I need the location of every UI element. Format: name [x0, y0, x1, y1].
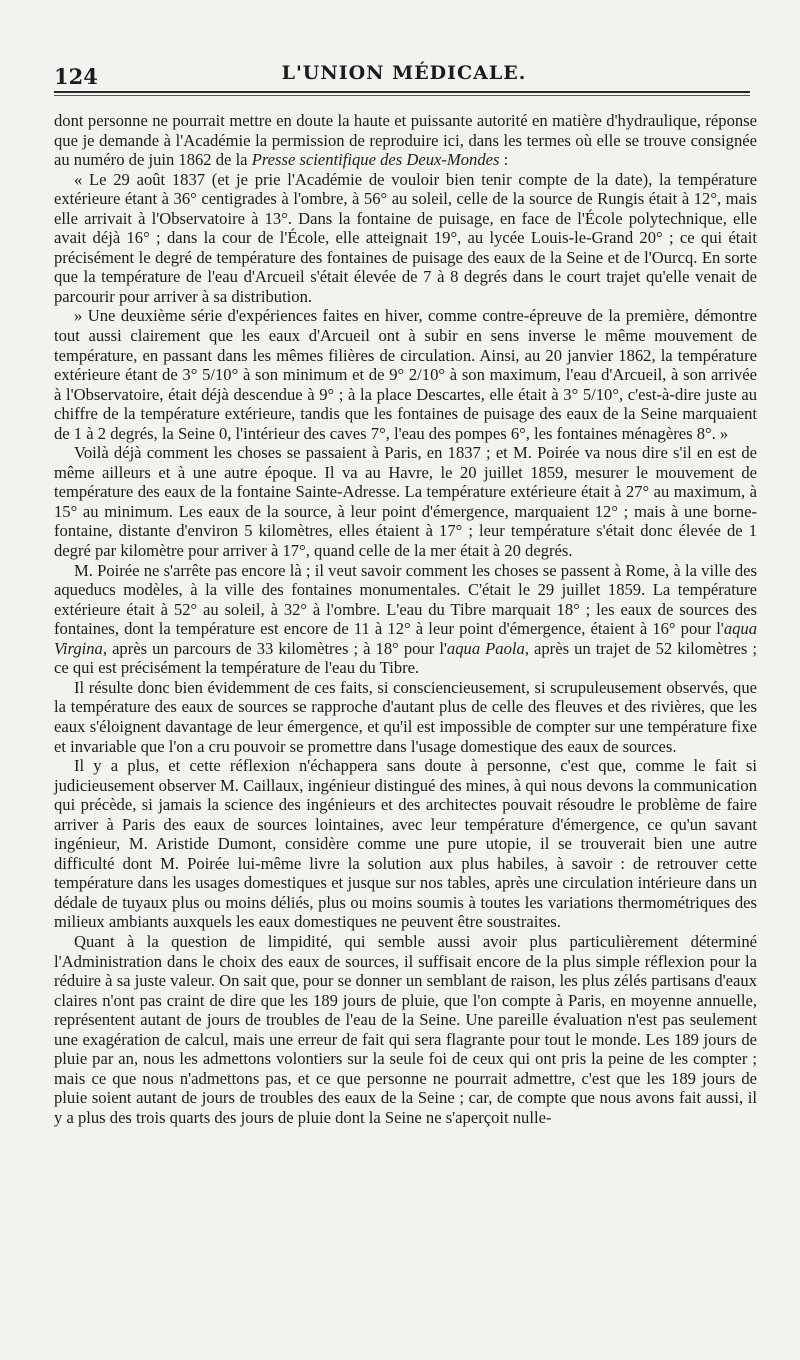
header-rule-thin — [54, 95, 750, 96]
page-number: 124 — [54, 64, 98, 89]
paragraph-2: « Le 29 août 1837 (et je prie l'Académie de vouloir bien tenir compte de la date), la température extérieure étant à 36° centigrades à l'ombre, à 56° au soleil, celle de la source de Rungis était à 12°, mais elle arrivait à l'Observatoire à 13°. Dans la fontaine de puisage, en face de l'École polytechnique, elle avait déjà 16° ; dans la cour de l'École, elle atteignait 19°, au lycée Louis-le-Grand 20° ; ce qui était précisément le degré de température des fontaines de puisage des eaux de la Seine et de l'Ourcq. En sorte que la température de l'eau d'Arcueil s'était élevée de 7 à 8 degrés dans le court trajet qu'elle venait de parcourir pour arriver à sa distribution. — [54, 169, 757, 306]
running-title: L'UNION MÉDICALE. — [281, 62, 527, 84]
article-body — [54, 111, 757, 1127]
paragraph-1: dont personne ne pourrait mettre en doute la haute et puissante autorité en matière d'hydraulique, réponse que je demande à l'Académie la permission de reproduire ici, dans les termes où elle se trouve consignée au numéro de juin 1862 de la Presse scientifique des Deux-Mondes : — [54, 111, 757, 170]
paragraph-3: » Une deuxième série d'expériences faites en hiver, comme contre-épreuve de la première, démontre tout aussi clairement que les eaux d'Arcueil ont à subir en sens inverse le même mouvement de température, en passant dans les mêmes filières de circulation. Ainsi, au 20 janvier 1862, la température extérieure étant de 3° 5/10° à son minimum et de 9° 2/10° à son maximum, l'eau d'Arcueil, à son arrivée à l'Observatoire, était déjà descendue à 9° ; à la place Descartes, elle était à 3° 5/10°, c'est-à-dire juste au chiffre de la température extérieure, tandis que les fontaines de puisage des eaux de la Seine marquaient de 1 à 2 degrés, la Seine 0, l'intérieur des caves 7°, l'eau des pompes 6°, les fontaines ménagères 8°. » — [54, 306, 757, 443]
page-header — [54, 58, 754, 88]
paragraph-6: Il résulte donc bien évidemment de ces faits, si consciencieusement, si scrupuleusement observés, que la température des eaux de sources se rapproche d'autant plus de celle des fleuves et des rivières, que les eaux s'éloignent davantage de leur émergence, et qu'il est impossible de compter sur une température fixe et invariable que l'on a cru pouvoir se promettre dans l'usage domestique des eaux de sources. — [54, 677, 757, 756]
paragraph-5: M. Poirée ne s'arrête pas encore là ; il veut savoir comment les choses se passent à Rome, à la ville des aqueducs modèles, à la ville des fontaines monumentales. C'était le 29 juillet 1859. La température extérieure était à 52° au soleil, à 32° à l'ombre. L'eau du Tibre marquait 18° ; les eaux de sources des fontaines, dont la température est encore de 11 à 12° à leur point d'émergence, étaient à 16° pour l'aqua Virgina, après un parcours de 33 kilomètres ; à 18° pour l'aqua Paola, après un trajet de 52 kilomètres ; ce qui est précisément la température de l'eau du Tibre. — [54, 560, 757, 678]
header-rule — [54, 91, 750, 93]
paragraph-7: Il y a plus, et cette réflexion n'échappera sans doute à personne, c'est que, comme le fait si judicieusement observer M. Caillaux, ingénieur distingué des mines, à qui nous devons la communication qui précède, si jamais la science des ingénieurs et des architectes pouvait résoudre le problème de faire arriver à Paris des eaux de sources lointaines, avec leur température d'émergence, ce qu'un savant ingénieur, M. Aristide Dumont, considère comme une pure utopie, il se trouverait bien une autre difficulté dont M. Poirée lui-même livre la solution aux plus habiles, à savoir : de retrouver cette température dans les usages domestiques et jusque sur nos tables, après une circulation intérieure dans un dédale de tuyaux plus ou moins déliés, plus ou moins soumis à toutes les variations thermométriques des milieux ambiants auxquels les eaux domestiques ne peuvent être soustraites. — [54, 756, 757, 932]
paragraph-4: Voilà déjà comment les choses se passaient à Paris, en 1837 ; et M. Poirée va nous dire s'il en est de même ailleurs et à une autre époque. Il va au Havre, le 20 juillet 1859, mesurer le mouvement de température des eaux de la fontaine Sainte-Adresse. La température extérieure était à 27° au maximum, à 15° au minimum. Les eaux de la source, à leur point d'émergence, marquaient 12° ; mais à une borne-fontaine, distante d'environ 5 kilomètres, elles étaient à 17° ; leur température s'était donc élevée de 1 degré par kilomètre pour arriver à 17°, quand celle de la mer était à 20 degrés. — [54, 443, 757, 561]
paragraph-8: Quant à la question de limpidité, qui semble aussi avoir plus particulièrement déterminé l'Administration dans le choix des eaux de sources, il suffisait encore de la plus simple réflexion pour la réduire à sa juste valeur. On sait que, pour se donner un semblant de raison, les plus zélés partisans d'eaux claires n'ont pas craint de dire que les 189 jours de pluie, que l'on compte à Paris, en moyenne annuelle, représentent autant de jours de troubles de l'eau de la Seine. Une pareille évaluation n'est pas seulement une exagération de calcul, mais une erreur de fait qui sera flagrante pour tout le monde. Les 189 jours de pluie par an, nous les admettons volontiers sur la seule foi de ceux qui ont pris la peine de les compter ; mais ce que nous n'admettons pas, et ce que personne ne pourrait admettre, c'est que les 189 jours de pluie soient autant de jours de troubles des eaux de la Seine ; car, de compte que nous avons fait aussi, il y a plus des trois quarts des jours de pluie dont la Seine ne s'aperçoit nulle- — [54, 931, 757, 1127]
